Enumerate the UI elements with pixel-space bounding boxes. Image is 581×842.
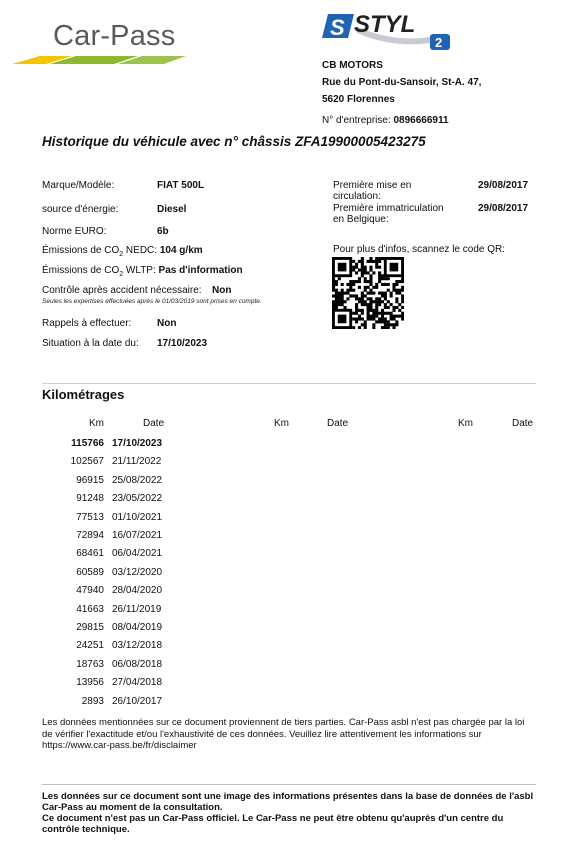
mileage-row: [40, 604, 170, 618]
status-date-value: 17/10/2023: [157, 338, 208, 349]
date-header-col3: Date: [512, 418, 534, 429]
first-registration-label-line1: Première mise en: [333, 180, 412, 191]
mileage-date: 06/04/2021: [112, 548, 163, 560]
qr-code[interactable]: [332, 257, 404, 329]
mileage-km: 18763: [76, 658, 104, 670]
model-value: FIAT 500L: [157, 180, 205, 191]
dealer-address-line2: 5620 Florennes: [322, 94, 395, 105]
mileage-km: 68461: [76, 548, 104, 560]
footer-divider: [42, 784, 536, 785]
euro-label: Norme EURO:: [42, 226, 107, 237]
energy-label: source d'énergie:: [42, 204, 119, 215]
mileage-row: [40, 548, 170, 562]
date-header-col2: Date: [327, 418, 349, 429]
mileage-km: 60589: [76, 566, 104, 578]
first-registration-label: [333, 180, 411, 202]
km-header-col1: Km: [89, 418, 104, 429]
mileage-row: [40, 640, 170, 654]
mileage-km: 91248: [76, 493, 104, 505]
mileage-date: 23/05/2022: [112, 493, 163, 505]
mileage-title: Kilométrages: [42, 387, 125, 402]
dealer-logo-badge: 2: [435, 35, 443, 50]
mileage-row: [40, 696, 170, 710]
wltp-label-suffix: WLTP:: [123, 265, 156, 276]
mileage-date: 26/11/2019: [112, 603, 162, 615]
energy-value: Diesel: [157, 204, 187, 215]
mileage-date: 21/11/2022: [112, 456, 162, 468]
carpass-logo: [10, 18, 200, 68]
status-date-label: Situation à la date du:: [42, 338, 139, 349]
mileage-date: 01/10/2021: [112, 511, 163, 523]
nedc-label-text: Émissions de CO: [42, 245, 120, 256]
enterprise-label: N° d'entreprise:: [322, 115, 391, 126]
carpass-wordmark: Car-Pass: [53, 20, 176, 52]
wltp-label: [42, 265, 243, 278]
km-header-col3: Km: [458, 418, 473, 429]
qr-label: Pour plus d'infos, scannez le code QR:: [333, 244, 506, 255]
mileage-km: 102567: [70, 456, 104, 468]
nedc-label-sub: 2: [119, 251, 124, 258]
mileage-km: 96915: [76, 474, 104, 486]
footer: [42, 791, 542, 835]
section-divider: [42, 383, 536, 384]
mileage-km: 24251: [76, 640, 104, 652]
disclaimer-text: Les données mentionnées sur ce document proviennent de tiers parties. Car-Pass asbl n'est pas chargée par la loi de vérifier l'exactitude et/ou l'exhaustivité de ces données. Veuillez lire attentivement les informations sur https://www.car-pass.be/fr/disclaimer: [42, 717, 525, 751]
mileage-date: 17/10/2023: [112, 438, 163, 449]
mileage-km: 77513: [76, 511, 104, 523]
accident-note: Seules les expertises effectuées après le 01/03/2019 sont prises en compte.: [42, 298, 262, 305]
be-registration-value: 29/08/2017: [478, 203, 529, 214]
mileage-row: [40, 475, 170, 489]
dealer-enterprise: [322, 115, 449, 126]
be-registration-label: [333, 203, 444, 225]
footer-line2: Ce document n'est pas un Car-Pass officiel. Le Car-Pass ne peut être obtenu qu'auprès d'un centre du contrôle technique.: [42, 813, 504, 835]
mileage-row: [40, 677, 170, 691]
accident-label: Contrôle après accident nécessaire:: [42, 285, 202, 296]
mileage-km: 115766: [71, 438, 104, 449]
mileage-row: [40, 585, 170, 599]
date-header-col1: Date: [143, 418, 165, 429]
nedc-value: 104 g/km: [159, 245, 203, 256]
nedc-label-suffix: NEDC:: [123, 245, 158, 256]
mileage-date: 03/12/2018: [112, 640, 163, 652]
nedc-label: [42, 245, 203, 258]
be-registration-label-line1: Première immatriculation: [333, 203, 444, 214]
mileage-km: 13956: [76, 677, 104, 689]
euro-value: 6b: [157, 226, 169, 237]
mileage-date: 16/07/2021: [112, 530, 163, 541]
mileage-date: 26/10/2017: [112, 695, 163, 707]
mileage-km: 2893: [81, 695, 104, 707]
recall-value: Non: [157, 318, 177, 329]
mileage-row: [40, 622, 170, 636]
wltp-value: Pas d'information: [158, 265, 243, 276]
mileage-km: 29815: [76, 622, 104, 633]
mileage-date: 25/08/2022: [112, 474, 163, 486]
mileage-date: 03/12/2020: [112, 566, 163, 578]
mileage-row: [40, 659, 170, 673]
mileage-km: 47940: [76, 585, 104, 597]
wltp-label-sub: 2: [119, 271, 124, 278]
wltp-label-text: Émissions de CO: [42, 265, 120, 276]
svg-text:S: S: [330, 15, 345, 40]
km-header-col2: Km: [274, 418, 289, 429]
accident-value: Non: [212, 285, 232, 296]
enterprise-number: 0896666911: [393, 115, 449, 126]
footer-line1: Les données sur ce document sont une image des informations présentes dans la base de données de l'asbl Car-Pass au moment de la consultation.: [42, 791, 534, 813]
mileage-row: [40, 456, 170, 470]
dealer-logo: [318, 8, 463, 53]
mileage-date: 08/04/2019: [112, 622, 163, 633]
model-label: Marque/Modèle:: [42, 180, 115, 191]
dealer-logo-text: STYL: [354, 11, 416, 38]
be-registration-label-line2: en Belgique:: [333, 214, 389, 225]
mileage-row: [40, 438, 170, 452]
mileage-km: 72894: [76, 530, 104, 541]
mileage-row: [40, 493, 170, 507]
mileage-row: [40, 530, 170, 544]
mileage-km: 41663: [76, 603, 104, 615]
mileage-date: 06/08/2018: [112, 658, 163, 670]
mileage-date: 28/04/2020: [112, 585, 163, 597]
first-registration-label-line2: circulation:: [333, 191, 381, 202]
first-registration-value: 29/08/2017: [478, 180, 529, 191]
dealer-name: CB MOTORS: [322, 60, 383, 71]
page-title: Historique du véhicule avec n° châssis ZFA19900005423275: [42, 134, 426, 149]
mileage-row: [40, 512, 170, 526]
mileage-row: [40, 567, 170, 581]
recall-label: Rappels à effectuer:: [42, 318, 132, 329]
dealer-address-line1: Rue du Pont-du-Sansoir, St-A. 47,: [322, 77, 482, 88]
mileage-date: 27/04/2018: [112, 677, 163, 689]
